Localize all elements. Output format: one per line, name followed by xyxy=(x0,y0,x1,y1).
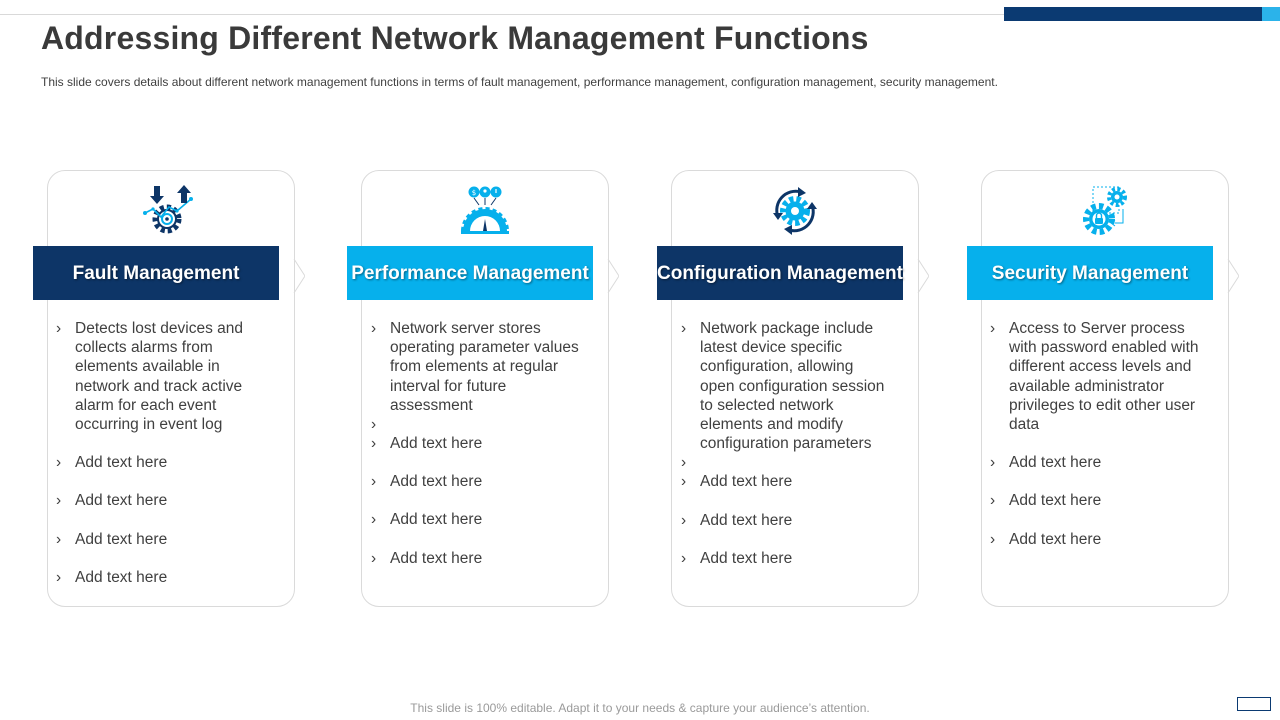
bullet-list-security-management xyxy=(990,319,1200,549)
list-item: › Access to Server process with password enabled with different access levels and available administrator privileges to edit other user data xyxy=(990,320,1199,434)
list-item: › Add text here xyxy=(371,549,483,567)
chevron-right-icon xyxy=(907,259,929,293)
list-item: › Add text here xyxy=(56,568,168,586)
fault-gear-target-icon xyxy=(141,183,201,239)
list-item: › Add text here xyxy=(371,473,483,491)
list-item: › Add text here xyxy=(56,530,168,548)
configuration-gear-cycle-icon xyxy=(765,183,825,239)
list-item: › Add text here xyxy=(371,511,483,529)
corner-marker xyxy=(1237,697,1271,711)
list-item: › xyxy=(371,416,377,434)
top-divider xyxy=(0,14,1004,15)
list-item: › Add text here xyxy=(990,530,1102,548)
card-header-performance-management: Performance Management xyxy=(347,246,593,300)
list-item: › Add text here xyxy=(681,549,793,567)
chevron-right-icon xyxy=(597,259,619,293)
list-item: › Network server stores operating parameter values from elements at regular interval for future assessment xyxy=(371,320,579,414)
bullet-list-performance-management xyxy=(371,319,581,568)
list-item: › Detects lost devices and collects alarms from elements available in network and track active alarm for each event occurring in event log xyxy=(56,320,244,434)
card-header-security-management: Security Management xyxy=(967,246,1213,300)
list-item: › Add text here xyxy=(371,435,483,453)
list-item: › xyxy=(681,454,687,472)
list-item: › Add text here xyxy=(681,473,793,491)
bullet-list-fault-management xyxy=(56,319,266,587)
svg-text:$: $ xyxy=(471,189,477,197)
card-header-configuration-management: Configuration Management xyxy=(657,246,903,300)
slide-title: Addressing Different Network Management Functions xyxy=(41,20,869,56)
bullet-list-configuration-management xyxy=(681,319,891,568)
slide-footer: This slide is 100% editable. Adapt it to your needs & capture your audience’s attention. xyxy=(410,701,870,715)
slide-subtitle: This slide covers details about different network management functions in terms of fault management, performance management, configuration management, security management. xyxy=(41,75,998,89)
list-item: › Add text here xyxy=(990,454,1102,472)
chevron-right-icon xyxy=(1217,259,1239,293)
security-gear-lock-icon xyxy=(1075,183,1135,239)
performance-gauge-icon xyxy=(455,183,515,239)
chevron-right-icon xyxy=(283,259,305,293)
top-accent-bar-light xyxy=(1262,7,1280,21)
card-header-fault-management: Fault Management xyxy=(33,246,279,300)
list-item: › Add text here xyxy=(990,492,1102,510)
list-item: › Add text here xyxy=(56,492,168,510)
top-accent-bar-dark xyxy=(1004,7,1262,21)
list-item: › Network package include latest device specific configuration, allowing open configuration session to selected network elements and modify configuration parameters xyxy=(681,320,885,453)
list-item: › Add text here xyxy=(681,511,793,529)
list-item: › Add text here xyxy=(56,454,168,472)
